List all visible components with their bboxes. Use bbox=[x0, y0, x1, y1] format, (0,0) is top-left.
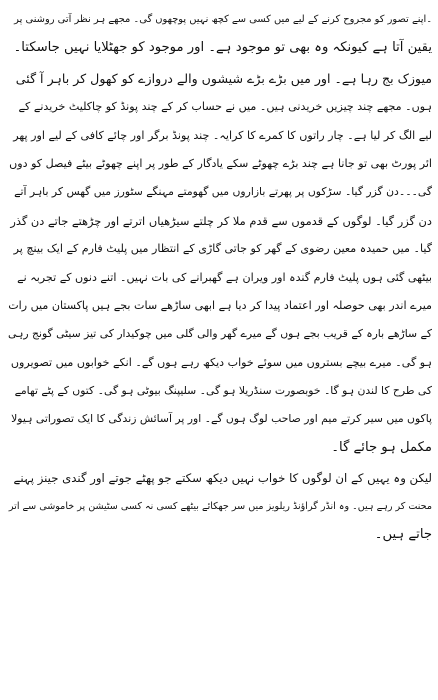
text-line: ہو گی۔ میرے بیچے بستروں میں سوئے خواب دیکھ رہے ہوں گے۔ انکے خوابوں میں تصویروں bbox=[10, 355, 432, 369]
paragraph-1 bbox=[8, 6, 432, 63]
text-line: یقین آتا ہے کیونکہ وہ بھی تو موجود ہے۔ اور موجود کو جھٹلایا نہیں جاسکتا۔ bbox=[13, 40, 432, 56]
text-line: گیا۔ میں حمیدہ معین رضوی کے گھر کو جاتی گاڑی کے انتظار میں پلیٹ فارم کے ایک بینچ پر bbox=[13, 242, 432, 256]
text-line: لیے الگ کر لیا ہے۔ چار راتوں کا کمرے کا کرایہ۔ چند پونڈ برگر اور چائے کافی کے لیے اور پھر bbox=[13, 128, 432, 142]
text-line: بیٹھی گئی ہوں پلیٹ فارم گندہ اور ویران ہے گھبرانے کی بات نہیں۔ اتنے دنوں کے تجربہ نے bbox=[17, 270, 432, 284]
text-line: جاتے ہیں۔ bbox=[374, 527, 432, 543]
text-line: ائر پورٹ بھی تو جانا ہے چند بڑے چھوٹے سکے یادگار کے طور پر اپنے چھوٹے بیٹے فیصل کو دوں bbox=[9, 156, 432, 170]
paragraph-3 bbox=[8, 464, 432, 549]
text-line: کے ساڑھے بارہ کے قریب بجے ہوں گے میرے گھر والی گلی میں چوکیدار کی تیز سیٹی گونج رہی bbox=[8, 327, 432, 341]
text-line: میوزک بج رہا ہے۔ اور میں بڑے بڑے شیشوں والے دروازے کو کھول کر باہر آ گئی bbox=[15, 70, 432, 86]
text-line: دن گزر گیا۔ لوگوں کے قدموں سے قدم ملا کر چلتے سیڑھیاں اترتے اور چڑھتے جاتے دن گذر bbox=[10, 213, 432, 228]
text-line: ۔اپنے تصور کو مجروح کرنے کے لیے میں کسی سے کچھ نہیں پوچھوں گی۔ مجھے ہر نظر آتی روشنی پر bbox=[14, 14, 432, 25]
text-line: گی۔۔۔دن گزر گیا۔ سڑکوں پر پھرتے بازاروں میں گھومتے مہنگے سٹورز میں گھس کر باہر آتے bbox=[14, 185, 432, 199]
paragraph-2 bbox=[8, 65, 432, 462]
text-line: لیکن وہ یہیں کے ان لوگوں کا خواب نہیں دیکھ سکتے جو پھٹے جوتے اور گندی جینز پہنے bbox=[13, 471, 432, 486]
text-line: پاکوں میں سیر کرتے میم اور صاحب لوگ ہوں گے۔ اور پر آسائش زندگی کا ایک تصوراتی ہیولا bbox=[11, 412, 432, 426]
text-line: ہوں۔ مجھے چند چیزیں خریدنی ہیں۔ میں نے حساب کر کے چند پونڈ کو چاکلیٹ خریدنے کے bbox=[18, 100, 432, 114]
text-line: مکمل ہو جائے گا۔ bbox=[331, 439, 432, 455]
text-line: کی طرح کا لندن ہو گا۔ خوبصورت سنڈریلا ہو گی۔ سلیپنگ بیوٹی ہو گی۔ کتوں کے پٹے تھامے bbox=[14, 384, 432, 398]
text-line: میرے اندر بھی حوصلہ اور اعتماد پیدا کر دیا ہے ابھی ساڑھے سات بجے ہیں پاکستان میں رات bbox=[8, 298, 432, 312]
text-line: محنت کر رہے ہیں۔ وہ انڈر گراؤنڈ ریلویز میں سر جھکائے بیٹھے کسی نہ کسی سٹیشن پر خاموشی سے اتر bbox=[8, 500, 432, 512]
